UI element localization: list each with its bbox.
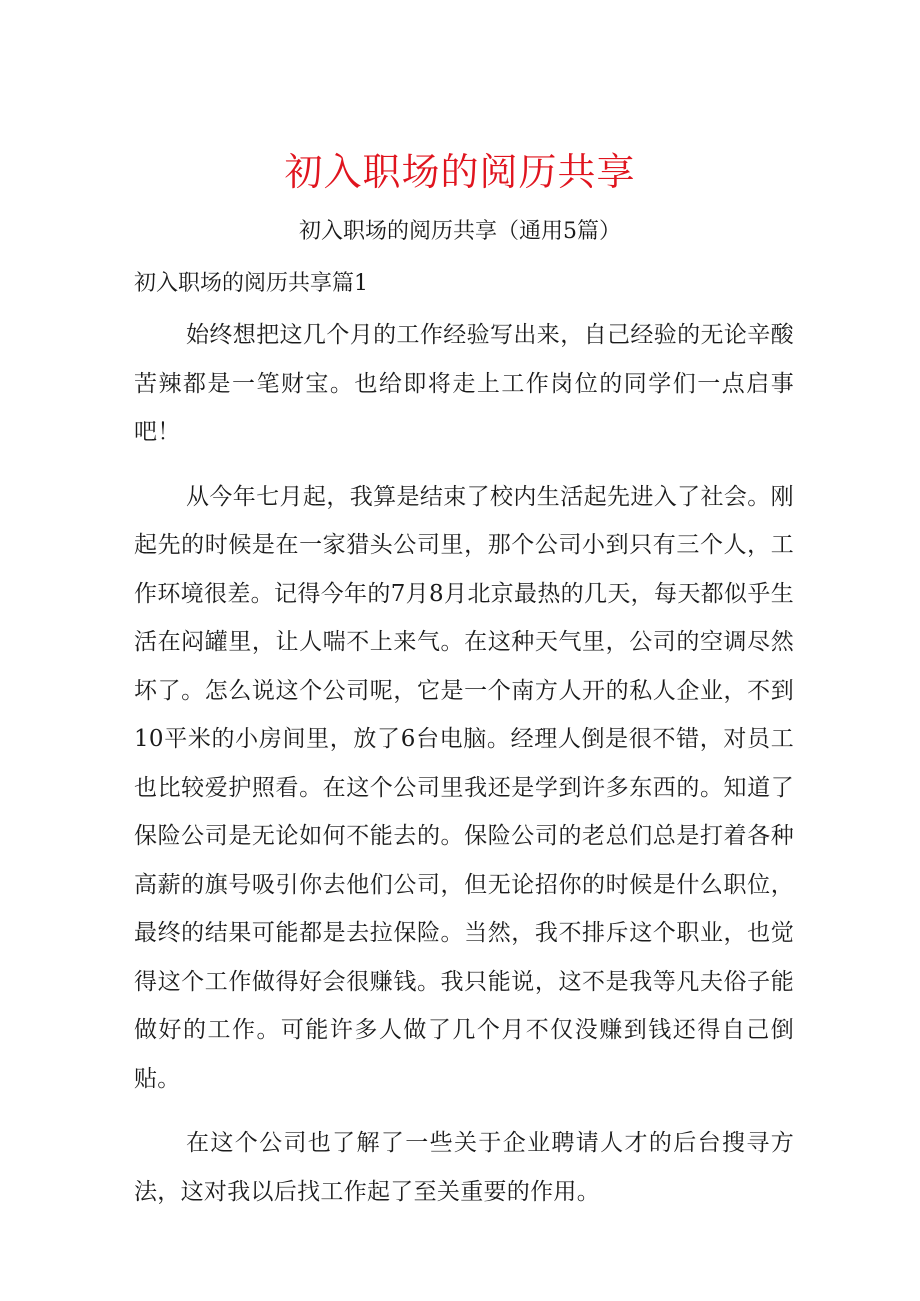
paragraph-2: 从今年七月起，我算是结束了校内生活起先进入了社会。刚起先的时候是在一家猎头公司里，那个公司小到只有三个人，工作环境很差。记得今年的7月8月北京最热的几天，每天都似乎生活在闷罐里，让人喘不上来气。在这种天气里，公司的空调尽然坏了。怎么说这个公司呢，它是一个南方人开的私人企业，不到10平米的小房间里，放了6台电脑。经理人倒是很不错，对员工也比较爱护照看。在这个公司里我还是学到许多东西的。知道了保险公司是无论如何不能去的。保险公司的老总们总是打着各种高薪的旗号吸引你去他们公司，但无论招你的时候是什么职位，最终的结果可能都是去拉保险。当然，我不排斥这个职业，也觉得这个工作做得好会很赚钱。我只能说，这不是我等凡夫俗子能做好的工作。可能许多人做了几个月不仅没赚到钱还得自己倒贴。 [134, 483, 794, 1092]
document-title: 初入职场的阅历共享 [284, 150, 636, 194]
paragraph-1: 始终想把这几个月的工作经验写出来，自己经验的无论辛酸苦辣都是一笔财宝。也给即将走上工作岗位的同学们一点启事吧！ [134, 322, 794, 445]
paragraph-3: 在这个公司也了解了一些关于企业聘请人才的后台搜寻方法，这对我以后找工作起了至关重要的作用。 [134, 1130, 794, 1205]
section-heading: 初入职场的阅历共享篇1 [134, 271, 368, 296]
document-body [134, 311, 794, 1216]
document-subtitle: 初入职场的阅历共享（通用5篇） [299, 219, 621, 244]
